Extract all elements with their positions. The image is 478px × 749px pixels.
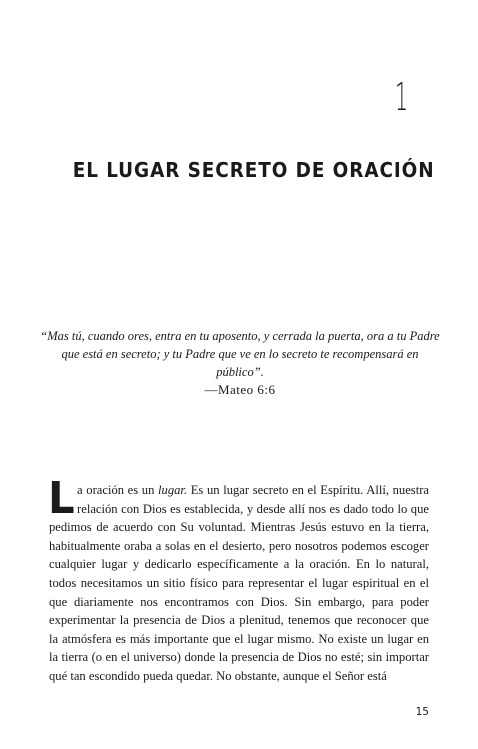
chapter-number: 1 — [394, 75, 408, 119]
body-emphasis: lugar. — [158, 483, 188, 497]
epigraph-quote: “Mas tú, cuando ores, entra en tu aposento, y cerrada la puerta, ora a tu Padre que está en secreto; y tu Padre que ve en lo secreto te recompensará en público”. — [40, 329, 440, 379]
epigraph — [40, 327, 440, 399]
body-text-rest: Es un lugar secreto en el Espíritu. Allí, nuestra relación con Dios es establecida, y desde allí nos es dado todo lo que pedimos de acuerdo con Su voluntad. Mientras Jesús estuvo en la tierra, habitualmente oraba a solas en el desierto, pero nosotros podemos escoger cualquier lugar y dedicarlo específicamente a la oración. En lo natural, todos necesitamos un sitio físico para representar el lugar espiritual en el que diariamente nos encontramos con Dios. Sin embargo, para poder experimentar la presencia de Dios a plenitud, tenemos que reconocer que la atmósfera es más importante que el lugar mismo. No existe un lugar en la tierra (o en el universo) donde la presencia de Dios no esté; sin importar qué tan escondido pueda quedar. No obstante, aunque el Señor está — [49, 483, 429, 683]
page-number: 15 — [415, 706, 429, 718]
body-paragraph — [48, 473, 429, 686]
chapter-title-text: EL LUGAR SECRETO DE ORACIÓN — [73, 158, 435, 182]
chapter-title — [0, 160, 478, 180]
epigraph-reference: —Mateo 6:6 — [204, 382, 276, 397]
drop-cap: L — [48, 473, 75, 524]
body-text-start: a oración es un — [77, 483, 159, 497]
